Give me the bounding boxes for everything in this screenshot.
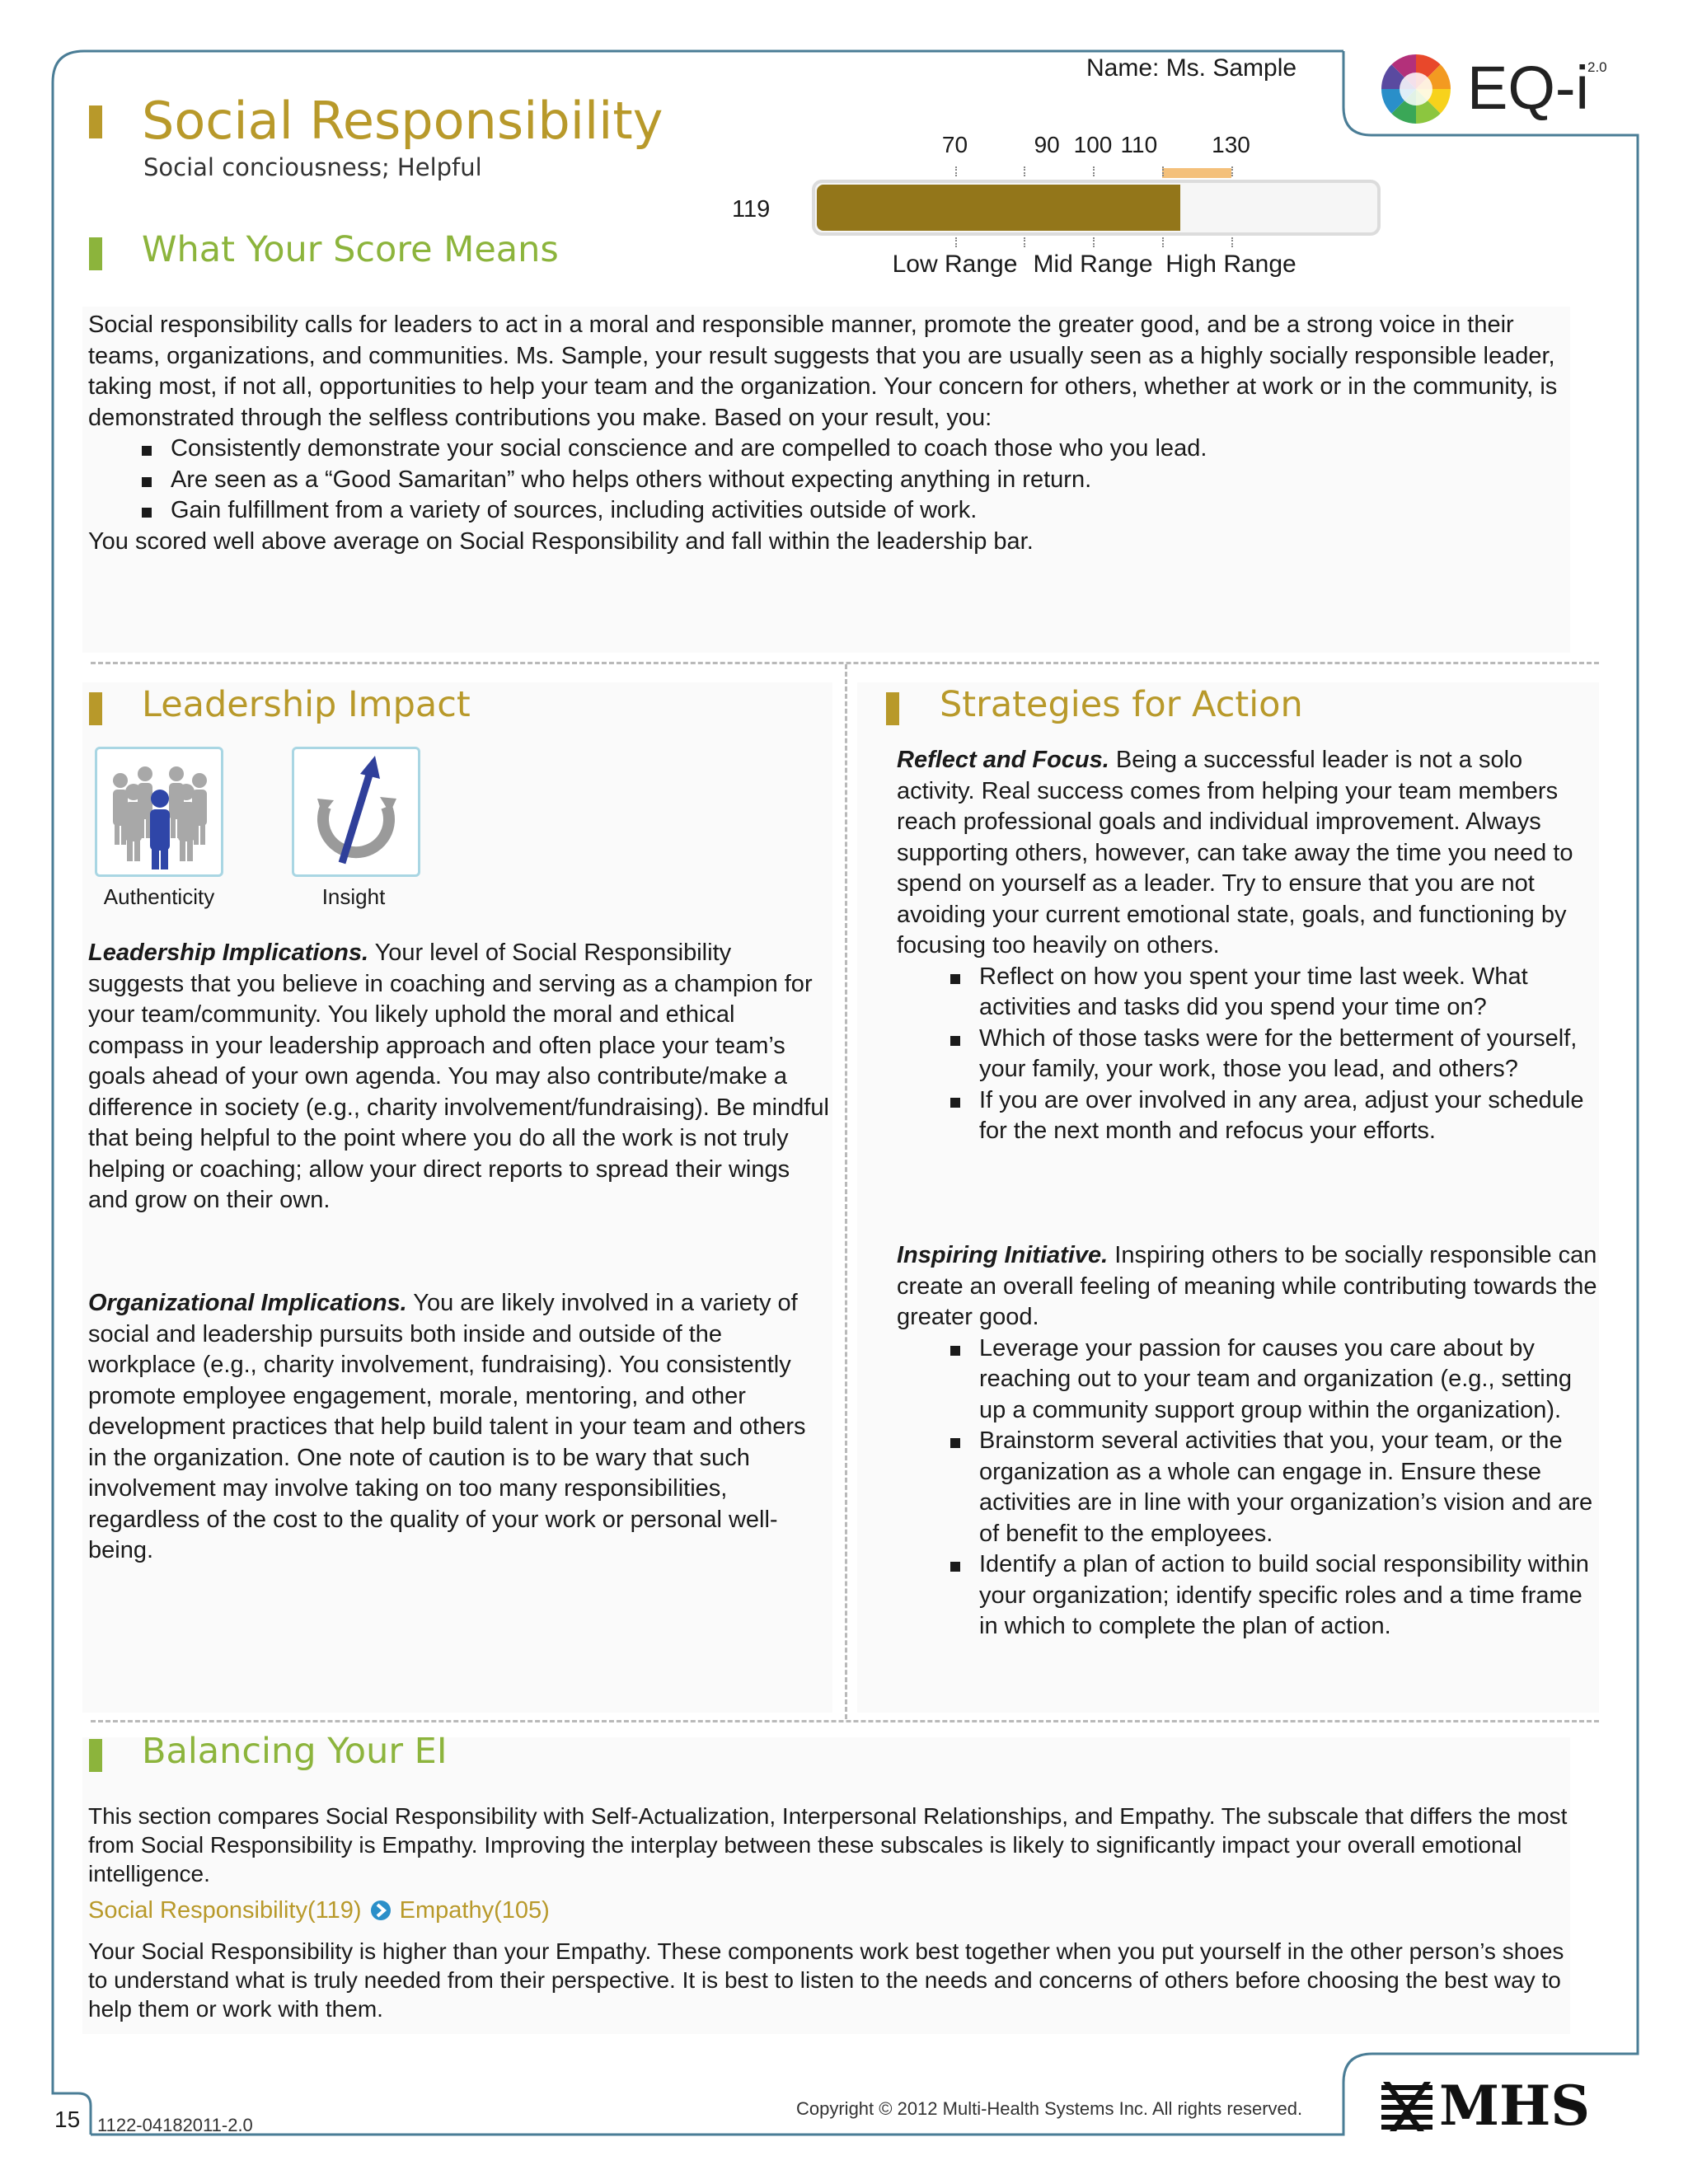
score-means-bullet: Consistently demonstrate your social conscience and are compelled to coach those who you lead.	[171, 434, 1572, 465]
score-bar-chart	[812, 122, 1381, 287]
score-means-intro: Social responsibility calls for leaders to act in a moral and responsible manner, promote the greater good, and be a strong voice in their teams, organizations, and communities. Ms. Sample, your result suggests that you are usually seen as a highly socially responsible leader, taking most, if not all, opportunities to help your team and the organization. Your concern for others, whether at work or in the community, is demonstrated through the selfless contributions you make. Based on your result, you:	[88, 312, 1558, 431]
page-title: Social Responsibility	[142, 91, 663, 151]
leadership-impact-heading: Leadership Impact	[142, 684, 471, 725]
score-value: 119	[732, 196, 771, 223]
leadership-bar	[1162, 168, 1231, 178]
tick-mark	[1162, 166, 1164, 176]
comparison-line	[88, 1897, 550, 1924]
organizational-implications-label: Organizational Implications.	[88, 1290, 407, 1316]
balancing-heading: Balancing Your EI	[142, 1731, 448, 1772]
score-bar-fill	[817, 185, 1180, 231]
divider-bottom	[91, 1720, 1599, 1722]
insight-badge	[292, 747, 420, 877]
tick-mark	[1231, 166, 1233, 176]
balancing-text: Your Social Responsibility is higher than your Empathy. These components work best together when you put yourself in the other person’s shoes to understand what is truly needed from their perspective. It is best to listen to the needs and concerns of others before choosing the best way to help them or work with them.	[88, 1938, 1564, 2022]
title-marker	[89, 105, 102, 138]
score-means-bullet: Are seen as a “Good Samaritan” who helps others without expecting anything in return.	[171, 465, 1572, 496]
eqi-logo	[1378, 51, 1607, 131]
tick-mark	[1162, 237, 1164, 247]
range-label: Low Range	[892, 251, 1018, 278]
inspire-bullet: Brainstorm several activities that you, your team, or the organization as a whole can engage in. Ensure these activities are in line with your organization’s vision and are of benefit to the employees.	[979, 1426, 1597, 1549]
authenticity-caption: Authenticity	[103, 884, 215, 909]
inspiring-initiative-label: Inspiring Initiative.	[897, 1242, 1109, 1268]
mhs-logo-text: MHS	[1439, 2074, 1591, 2138]
eqi-logo-version: 2.0	[1587, 59, 1607, 75]
reflect-focus-label: Reflect and Focus.	[897, 747, 1109, 773]
score-means-heading: What Your Score Means	[142, 229, 559, 270]
tick-label: 130	[1212, 132, 1250, 157]
insight-arrow-icon	[294, 749, 418, 874]
inspiring-initiative	[897, 1240, 1597, 1643]
score-means-body	[88, 310, 1572, 557]
people-group-icon	[97, 749, 221, 874]
document-code: 1122-04182011-2.0	[97, 2115, 253, 2135]
reflect-bullet: Which of those tasks were for the betterment of yourself, your family, your work, those you lead, and others?	[979, 1024, 1597, 1085]
tick-label: 70	[941, 132, 968, 157]
leadership-impact-marker	[89, 692, 102, 725]
tick-mark	[1093, 237, 1095, 247]
inspire-bullet: Leverage your passion for causes you care about by reaching out to your team and organization (e.g., setting up a community support group within the organization).	[979, 1333, 1597, 1427]
arrow-right-circle-icon	[370, 1900, 392, 1921]
copyright: Copyright © 2012 Multi-Health Systems Inc. All rights reserved.	[796, 2098, 1303, 2119]
leadership-implications-label: Leadership Implications.	[88, 940, 369, 966]
reflect-bullet: If you are over involved in any area, adjust your schedule for the next month and refocus your efforts.	[979, 1085, 1597, 1147]
name-line: Name: Ms. Sample	[1086, 54, 1297, 82]
comparison-right: Empathy(105)	[399, 1897, 550, 1924]
range-label: High Range	[1165, 251, 1296, 278]
tick-label: 100	[1073, 132, 1113, 157]
organizational-implications	[88, 1288, 830, 1567]
strategies-marker	[886, 692, 899, 725]
tick-label: 110	[1120, 132, 1158, 157]
mhs-emblem-icon	[1381, 2082, 1436, 2131]
eqi-logo-text: EQ-i	[1467, 54, 1589, 122]
tick-mark	[955, 237, 957, 247]
tick-mark	[1093, 166, 1095, 176]
score-bar-track	[812, 180, 1381, 236]
inspire-bullet: Identify a plan of action to build social responsibility within your organization; identify specific roles and a time frame in which to complete the plan of action.	[979, 1549, 1597, 1643]
leadership-implications	[88, 938, 830, 1216]
score-means-marker	[89, 237, 102, 270]
reflect-focus	[897, 745, 1597, 1147]
comparison-left: Social Responsibility(119)	[88, 1897, 362, 1924]
tick-mark	[955, 166, 957, 176]
reflect-bullet: Reflect on how you spent your time last week. What activities and tasks did you spend your time on?	[979, 962, 1597, 1024]
leadership-implications-text: Your level of Social Responsibility suggests that you believe in coaching and serving as a champion for your team/community. You likely uphold the moral and ethical compass in your leadership approach and often place your team’s goals ahead of your own agenda. You may also contribute/make a difference in society (e.g., charity involvement/fundraising). Be mindful that being helpful to the point where you do all the work is not truly helping or coaching; allow your direct reports to spread their wings and grow on their own.	[88, 940, 829, 1213]
tick-mark	[1024, 237, 1025, 247]
tick-mark	[1231, 237, 1233, 247]
reflect-focus-text: Being a successful leader is not a solo activity. Real success comes from helping your team members reach professional goals and individual improvement. Always supporting others, however, can take away the time you need to spend on yourself as a leader. Try to ensure that you are not avoiding your current emotional state, goals, and functioning by focusing too heavily on others.	[897, 747, 1573, 958]
score-means-bullet: Gain fulfillment from a variety of sources, including activities outside of work.	[171, 495, 1572, 527]
range-label: Mid Range	[1033, 251, 1153, 278]
organizational-implications-text: You are likely involved in a variety of social and leadership pursuits both inside and outside of the workplace (e.g., charity involvement, fundraising). You consistently promote employee engagement, morale, mentoring, and other development practices that help build talent in your team and others in the organization. One note of caution is to be wary that such involvement may involve taking on too many responsibilities, regardless of the cost to the quality of your work or personal well-being.	[88, 1290, 806, 1563]
authenticity-badge	[95, 747, 223, 877]
score-means-closing: You scored well above average on Social Responsibility and fall within the leadership bar.	[88, 527, 1034, 555]
balancing-marker	[89, 1739, 102, 1772]
tick-label: 90	[1034, 132, 1060, 157]
inspiring-initiative-text: Inspiring others to be socially responsible can create an overall feeling of meaning while contributing towards the greater good.	[897, 1242, 1597, 1330]
tick-mark	[1024, 166, 1025, 176]
insight-caption: Insight	[321, 884, 386, 909]
page-number: 15	[54, 2107, 81, 2132]
strategies-heading: Strategies for Action	[940, 684, 1303, 725]
balancing-intro: This section compares Social Responsibility with Self-Actualization, Interpersonal Relationships, and Empathy. The subscale that differs the most from Social Responsibility is Empathy. Improving the interplay between these subscales is likely to significantly impact your overall emotional intelligence.	[88, 1803, 1568, 1886]
page-subtitle: Social conciousness; Helpful	[143, 153, 482, 181]
divider-middle	[845, 664, 847, 1719]
eqi-logo-icon	[1378, 51, 1454, 127]
